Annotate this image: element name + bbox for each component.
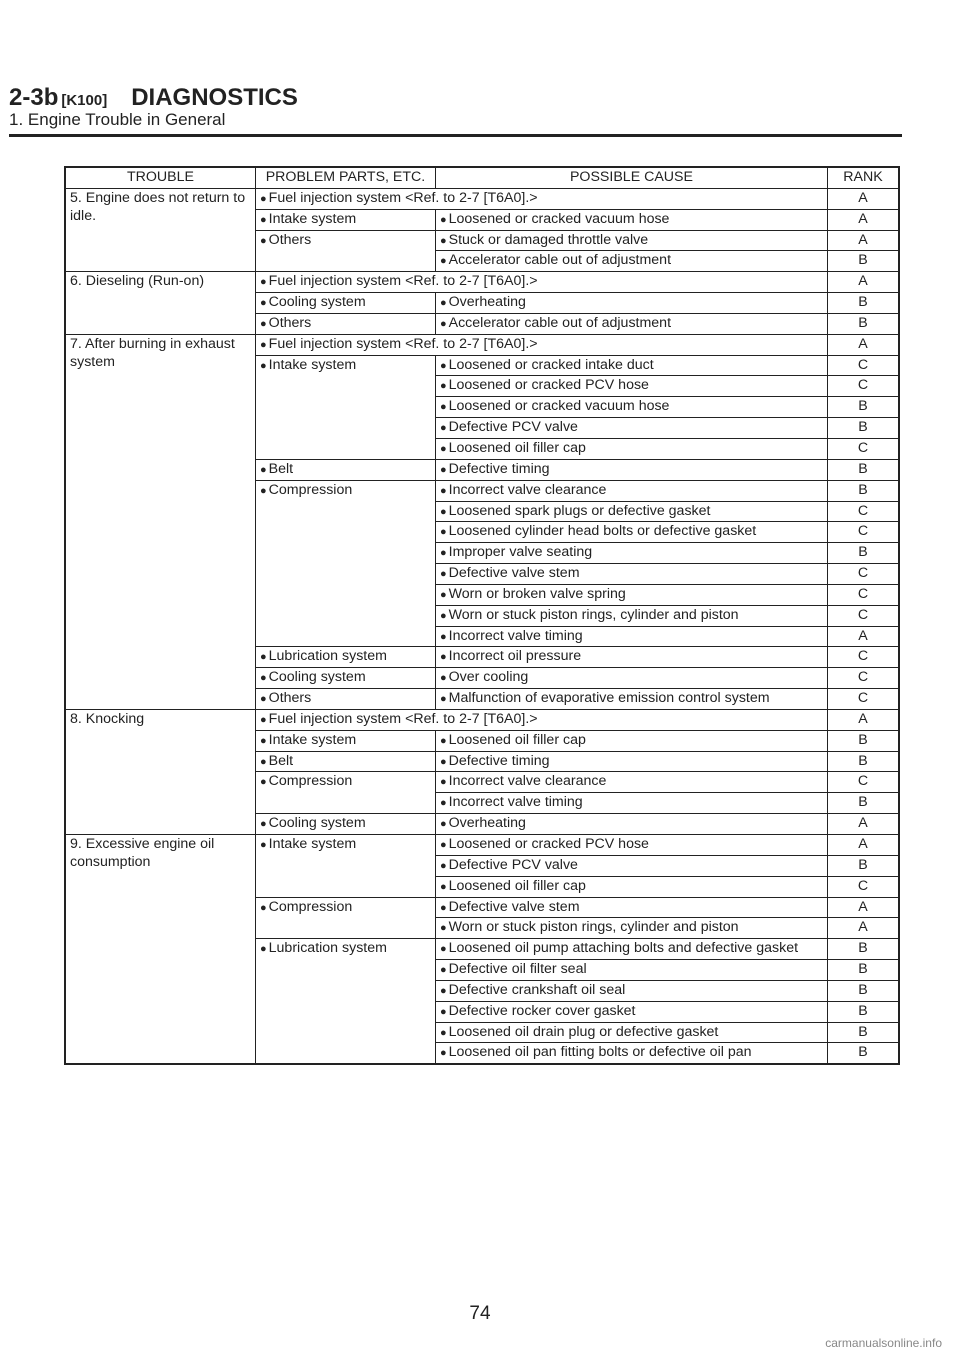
possible-cause-text: Defective oil filter seal bbox=[448, 961, 587, 978]
possible-cause bbox=[435, 313, 827, 334]
possible-cause bbox=[435, 876, 827, 897]
possible-cause-text: Loosened oil drain plug or defective gasket bbox=[448, 1023, 719, 1040]
possible-cause bbox=[435, 376, 827, 397]
rank-cell: C bbox=[828, 438, 900, 459]
bullet-icon: ● bbox=[439, 651, 447, 664]
possible-cause bbox=[435, 980, 827, 1001]
bullet-icon: ● bbox=[260, 713, 267, 726]
bullet-icon: ● bbox=[439, 588, 447, 601]
bullet-icon: ● bbox=[260, 359, 267, 372]
bullet-icon: ● bbox=[439, 943, 447, 956]
possible-cause-text: Overheating bbox=[448, 815, 526, 832]
bullet-icon: ● bbox=[439, 547, 447, 560]
bullet-icon: ● bbox=[439, 901, 447, 914]
rank-cell: A bbox=[828, 709, 900, 730]
possible-cause bbox=[435, 855, 827, 876]
bullet-icon: ● bbox=[439, 984, 447, 997]
rank-cell: C bbox=[828, 584, 900, 605]
bullet-icon: ● bbox=[260, 213, 267, 226]
problem-part bbox=[256, 272, 828, 293]
rank-cell: A bbox=[828, 188, 900, 209]
possible-cause-text: Incorrect oil pressure bbox=[448, 648, 582, 665]
problem-part bbox=[256, 459, 436, 480]
table-header-row bbox=[65, 167, 899, 188]
possible-cause bbox=[435, 626, 827, 647]
possible-cause bbox=[435, 355, 827, 376]
possible-cause-text: Defective valve stem bbox=[448, 565, 580, 582]
possible-cause bbox=[435, 293, 827, 314]
possible-cause bbox=[435, 668, 827, 689]
problem-part-text: Belt bbox=[268, 460, 294, 477]
problem-part bbox=[256, 209, 436, 230]
table-row bbox=[65, 188, 899, 209]
possible-cause-text: Incorrect valve clearance bbox=[448, 481, 607, 498]
possible-cause-text: Overheating bbox=[448, 294, 526, 311]
bullet-icon: ● bbox=[439, 1005, 447, 1018]
problem-part bbox=[256, 230, 436, 272]
problem-part bbox=[256, 814, 436, 835]
problem-part-text: Fuel injection system <Ref. to 2-7 [T6A0].> bbox=[268, 189, 538, 206]
problem-part bbox=[256, 939, 436, 1065]
bullet-icon: ● bbox=[439, 859, 447, 872]
bullet-icon: ● bbox=[439, 526, 447, 539]
rank-cell: B bbox=[828, 293, 900, 314]
bullet-icon: ● bbox=[439, 818, 447, 831]
possible-cause-text: Defective rocker cover gasket bbox=[448, 1002, 636, 1019]
table-row bbox=[65, 835, 899, 856]
possible-cause-text: Loosened or cracked PCV hose bbox=[448, 377, 649, 394]
rank-cell: A bbox=[828, 918, 900, 939]
bullet-icon: ● bbox=[439, 568, 447, 581]
model-code: [K100] bbox=[61, 92, 108, 109]
problem-part-text: Compression bbox=[268, 773, 353, 790]
trouble-cell: 5. Engine does not return to idle. bbox=[65, 188, 256, 271]
possible-cause-text: Loosened or cracked vacuum hose bbox=[448, 210, 670, 227]
problem-part-text: Intake system bbox=[268, 356, 357, 373]
possible-cause bbox=[435, 751, 827, 772]
possible-cause-text: Stuck or damaged throttle valve bbox=[448, 231, 649, 248]
problem-part bbox=[256, 313, 436, 334]
bullet-icon: ● bbox=[439, 422, 447, 435]
possible-cause bbox=[435, 480, 827, 501]
possible-cause-text: Defective timing bbox=[448, 752, 550, 769]
diagnostics-table bbox=[64, 166, 900, 1065]
bullet-icon: ● bbox=[439, 609, 447, 622]
page-title: DIAGNOSTICS bbox=[131, 84, 298, 111]
bullet-icon: ● bbox=[439, 484, 447, 497]
possible-cause-text: Over cooling bbox=[448, 669, 529, 686]
possible-cause-text: Defective PCV valve bbox=[448, 419, 578, 436]
rank-cell: B bbox=[828, 397, 900, 418]
header-rule bbox=[9, 134, 902, 137]
possible-cause-text: Defective PCV valve bbox=[448, 856, 578, 873]
bullet-icon: ● bbox=[260, 297, 267, 310]
possible-cause-text: Defective crankshaft oil seal bbox=[448, 981, 626, 998]
bullet-icon: ● bbox=[439, 1026, 447, 1039]
column-header-cause: POSSIBLE CAUSE bbox=[435, 167, 827, 188]
problem-part-text: Others bbox=[268, 231, 312, 248]
bullet-icon: ● bbox=[439, 442, 447, 455]
possible-cause-text: Loosened or cracked PCV hose bbox=[448, 836, 649, 852]
possible-cause-text: Worn or broken valve spring bbox=[448, 585, 626, 602]
possible-cause bbox=[435, 960, 827, 981]
bullet-icon: ● bbox=[439, 1047, 447, 1060]
possible-cause bbox=[435, 230, 827, 251]
possible-cause bbox=[435, 793, 827, 814]
bullet-icon: ● bbox=[260, 234, 267, 247]
table-row bbox=[65, 272, 899, 293]
possible-cause bbox=[435, 730, 827, 751]
rank-cell: C bbox=[828, 355, 900, 376]
problem-part-text: Belt bbox=[268, 752, 294, 769]
possible-cause-text: Improper valve seating bbox=[448, 544, 593, 561]
bullet-icon: ● bbox=[260, 338, 267, 351]
trouble-cell: 6. Dieseling (Run-on) bbox=[65, 272, 256, 335]
possible-cause-text: Loosened oil filler cap bbox=[448, 731, 586, 748]
problem-part bbox=[256, 772, 436, 814]
bullet-icon: ● bbox=[260, 651, 267, 664]
possible-cause bbox=[435, 418, 827, 439]
problem-part bbox=[256, 897, 436, 939]
bullet-icon: ● bbox=[260, 943, 267, 956]
rank-cell: C bbox=[828, 605, 900, 626]
rank-cell: C bbox=[828, 647, 900, 668]
rank-cell: B bbox=[828, 459, 900, 480]
possible-cause bbox=[435, 1043, 827, 1064]
possible-cause-text: Defective timing bbox=[448, 460, 550, 477]
watermark: carmanualsonline.info bbox=[825, 1336, 942, 1350]
possible-cause bbox=[435, 939, 827, 960]
problem-part-text: Compression bbox=[268, 898, 353, 915]
rank-cell: C bbox=[828, 689, 900, 710]
bullet-icon: ● bbox=[439, 317, 447, 330]
bullet-icon: ● bbox=[260, 755, 267, 768]
trouble-cell: 7. After burning in exhaust system bbox=[65, 334, 256, 709]
possible-cause bbox=[435, 605, 827, 626]
problem-part bbox=[256, 355, 436, 459]
table-row bbox=[65, 709, 899, 730]
possible-cause bbox=[435, 251, 827, 272]
problem-part-text: Others bbox=[268, 314, 312, 331]
bullet-icon: ● bbox=[260, 276, 267, 289]
bullet-icon: ● bbox=[260, 901, 267, 914]
bullet-icon: ● bbox=[439, 964, 447, 977]
possible-cause bbox=[435, 814, 827, 835]
rank-cell: B bbox=[828, 251, 900, 272]
bullet-icon: ● bbox=[439, 255, 447, 268]
possible-cause-text: Defective valve stem bbox=[448, 898, 580, 915]
possible-cause bbox=[435, 647, 827, 668]
problem-part bbox=[256, 188, 828, 209]
possible-cause-text: Worn or stuck piston rings, cylinder and piston bbox=[448, 606, 739, 623]
rank-cell: B bbox=[828, 730, 900, 751]
rank-cell: A bbox=[828, 814, 900, 835]
rank-cell: A bbox=[828, 272, 900, 293]
possible-cause-text: Incorrect valve timing bbox=[448, 794, 583, 811]
rank-cell: A bbox=[828, 897, 900, 918]
page-number: 74 bbox=[469, 1303, 491, 1324]
rank-cell: C bbox=[828, 876, 900, 897]
possible-cause-text: Accelerator cable out of adjustment bbox=[448, 252, 672, 269]
column-header-trouble: TROUBLE bbox=[65, 167, 256, 188]
problem-part-text: Compression bbox=[268, 481, 353, 498]
rank-cell: B bbox=[828, 543, 900, 564]
problem-part-text: Cooling system bbox=[268, 669, 366, 686]
header-line bbox=[9, 84, 904, 112]
possible-cause-text: Loosened or cracked vacuum hose bbox=[448, 398, 670, 415]
rank-cell: B bbox=[828, 855, 900, 876]
possible-cause bbox=[435, 689, 827, 710]
bullet-icon: ● bbox=[260, 818, 267, 831]
rank-cell: C bbox=[828, 772, 900, 793]
rank-cell: C bbox=[828, 564, 900, 585]
bullet-icon: ● bbox=[439, 922, 447, 935]
possible-cause-text: Loosened cylinder head bolts or defective gasket bbox=[448, 523, 757, 540]
problem-part bbox=[256, 480, 436, 647]
column-header-parts: PROBLEM PARTS, ETC. bbox=[256, 167, 436, 188]
rank-cell: B bbox=[828, 480, 900, 501]
bullet-icon: ● bbox=[260, 317, 267, 330]
problem-part-text: Intake system bbox=[268, 210, 357, 227]
possible-cause bbox=[435, 209, 827, 230]
problem-part-text: Fuel injection system <Ref. to 2-7 [T6A0].> bbox=[268, 335, 538, 352]
rank-cell: A bbox=[828, 230, 900, 251]
problem-part-text: Cooling system bbox=[268, 294, 366, 311]
bullet-icon: ● bbox=[439, 463, 447, 476]
rank-cell: B bbox=[828, 313, 900, 334]
rank-cell: B bbox=[828, 980, 900, 1001]
problem-part-text: Others bbox=[268, 690, 312, 707]
section-number: 2-3b bbox=[9, 84, 59, 111]
possible-cause bbox=[435, 1022, 827, 1043]
rank-cell: C bbox=[828, 522, 900, 543]
bullet-icon: ● bbox=[439, 505, 447, 518]
rank-cell: B bbox=[828, 1001, 900, 1022]
trouble-cell: 8. Knocking bbox=[65, 709, 256, 834]
possible-cause-text: Loosened spark plugs or defective gasket bbox=[448, 502, 711, 519]
bullet-icon: ● bbox=[439, 693, 447, 706]
possible-cause bbox=[435, 438, 827, 459]
possible-cause-text: Loosened or cracked intake duct bbox=[448, 356, 654, 373]
rank-cell: C bbox=[828, 376, 900, 397]
rank-cell: B bbox=[828, 1043, 900, 1064]
possible-cause-text: Loosened oil pump attaching bolts and defective gasket bbox=[448, 940, 799, 957]
bullet-icon: ● bbox=[439, 234, 447, 247]
problem-part-text: Intake system bbox=[268, 836, 357, 852]
rank-cell: A bbox=[828, 334, 900, 355]
table-body bbox=[65, 188, 899, 1064]
bullet-icon: ● bbox=[439, 776, 447, 789]
possible-cause-text: Incorrect valve timing bbox=[448, 627, 583, 644]
possible-cause-text: Loosened oil pan fitting bolts or defective oil pan bbox=[448, 1044, 752, 1061]
rank-cell: C bbox=[828, 668, 900, 689]
possible-cause bbox=[435, 772, 827, 793]
bullet-icon: ● bbox=[260, 839, 267, 851]
problem-part-text: Cooling system bbox=[268, 815, 366, 832]
bullet-icon: ● bbox=[439, 734, 447, 747]
problem-part-text: Fuel injection system <Ref. to 2-7 [T6A0].> bbox=[268, 710, 538, 727]
possible-cause bbox=[435, 1001, 827, 1022]
bullet-icon: ● bbox=[439, 380, 447, 393]
problem-part bbox=[256, 730, 436, 751]
rank-cell: B bbox=[828, 1022, 900, 1043]
bullet-icon: ● bbox=[439, 359, 447, 372]
rank-cell: B bbox=[828, 939, 900, 960]
possible-cause-text: Loosened oil filler cap bbox=[448, 439, 586, 456]
bullet-icon: ● bbox=[260, 192, 267, 205]
rank-cell: B bbox=[828, 751, 900, 772]
possible-cause-text: Worn or stuck piston rings, cylinder and piston bbox=[448, 919, 739, 936]
possible-cause bbox=[435, 522, 827, 543]
bullet-icon: ● bbox=[439, 630, 447, 643]
bullet-icon: ● bbox=[260, 693, 267, 706]
possible-cause bbox=[435, 397, 827, 418]
problem-part bbox=[256, 835, 436, 898]
bullet-icon: ● bbox=[439, 297, 447, 310]
bullet-icon: ● bbox=[439, 880, 447, 893]
table-row bbox=[65, 334, 899, 355]
bullet-icon: ● bbox=[260, 463, 267, 476]
possible-cause bbox=[435, 918, 827, 939]
column-header-rank: RANK bbox=[828, 167, 900, 188]
possible-cause bbox=[435, 584, 827, 605]
bullet-icon: ● bbox=[439, 839, 447, 851]
bullet-icon: ● bbox=[439, 755, 447, 768]
problem-part bbox=[256, 668, 436, 689]
problem-part bbox=[256, 689, 436, 710]
bullet-icon: ● bbox=[260, 672, 267, 685]
page-header bbox=[9, 84, 904, 130]
rank-cell: B bbox=[828, 793, 900, 814]
possible-cause bbox=[435, 459, 827, 480]
possible-cause-text: Accelerator cable out of adjustment bbox=[448, 314, 672, 331]
bullet-icon: ● bbox=[439, 401, 447, 414]
rank-cell: C bbox=[828, 501, 900, 522]
problem-part-text: Lubrication system bbox=[268, 940, 387, 957]
page-subtitle: 1. Engine Trouble in General bbox=[9, 110, 226, 129]
rank-cell: B bbox=[828, 960, 900, 981]
possible-cause-text: Incorrect valve clearance bbox=[448, 773, 607, 790]
possible-cause bbox=[435, 501, 827, 522]
bullet-icon: ● bbox=[260, 776, 267, 789]
possible-cause-text: Loosened oil filler cap bbox=[448, 877, 586, 894]
rank-cell: A bbox=[828, 835, 900, 856]
problem-part-text: Intake system bbox=[268, 731, 357, 748]
possible-cause bbox=[435, 564, 827, 585]
possible-cause bbox=[435, 543, 827, 564]
problem-part bbox=[256, 293, 436, 314]
bullet-icon: ● bbox=[260, 484, 267, 497]
possible-cause bbox=[435, 897, 827, 918]
problem-part-text: Fuel injection system <Ref. to 2-7 [T6A0].> bbox=[268, 273, 538, 290]
bullet-icon: ● bbox=[439, 213, 447, 226]
problem-part bbox=[256, 751, 436, 772]
possible-cause bbox=[435, 835, 827, 856]
possible-cause-text: Malfunction of evaporative emission control system bbox=[448, 690, 770, 707]
problem-part bbox=[256, 334, 828, 355]
problem-part-text: Lubrication system bbox=[268, 648, 387, 665]
bullet-icon: ● bbox=[260, 734, 267, 747]
problem-part bbox=[256, 709, 828, 730]
rank-cell: B bbox=[828, 418, 900, 439]
bullet-icon: ● bbox=[439, 797, 447, 810]
trouble-cell: 9. Excessive engine oil consumption bbox=[65, 835, 256, 1065]
bullet-icon: ● bbox=[439, 672, 447, 685]
problem-part bbox=[256, 647, 436, 668]
rank-cell: A bbox=[828, 209, 900, 230]
rank-cell: A bbox=[828, 626, 900, 647]
